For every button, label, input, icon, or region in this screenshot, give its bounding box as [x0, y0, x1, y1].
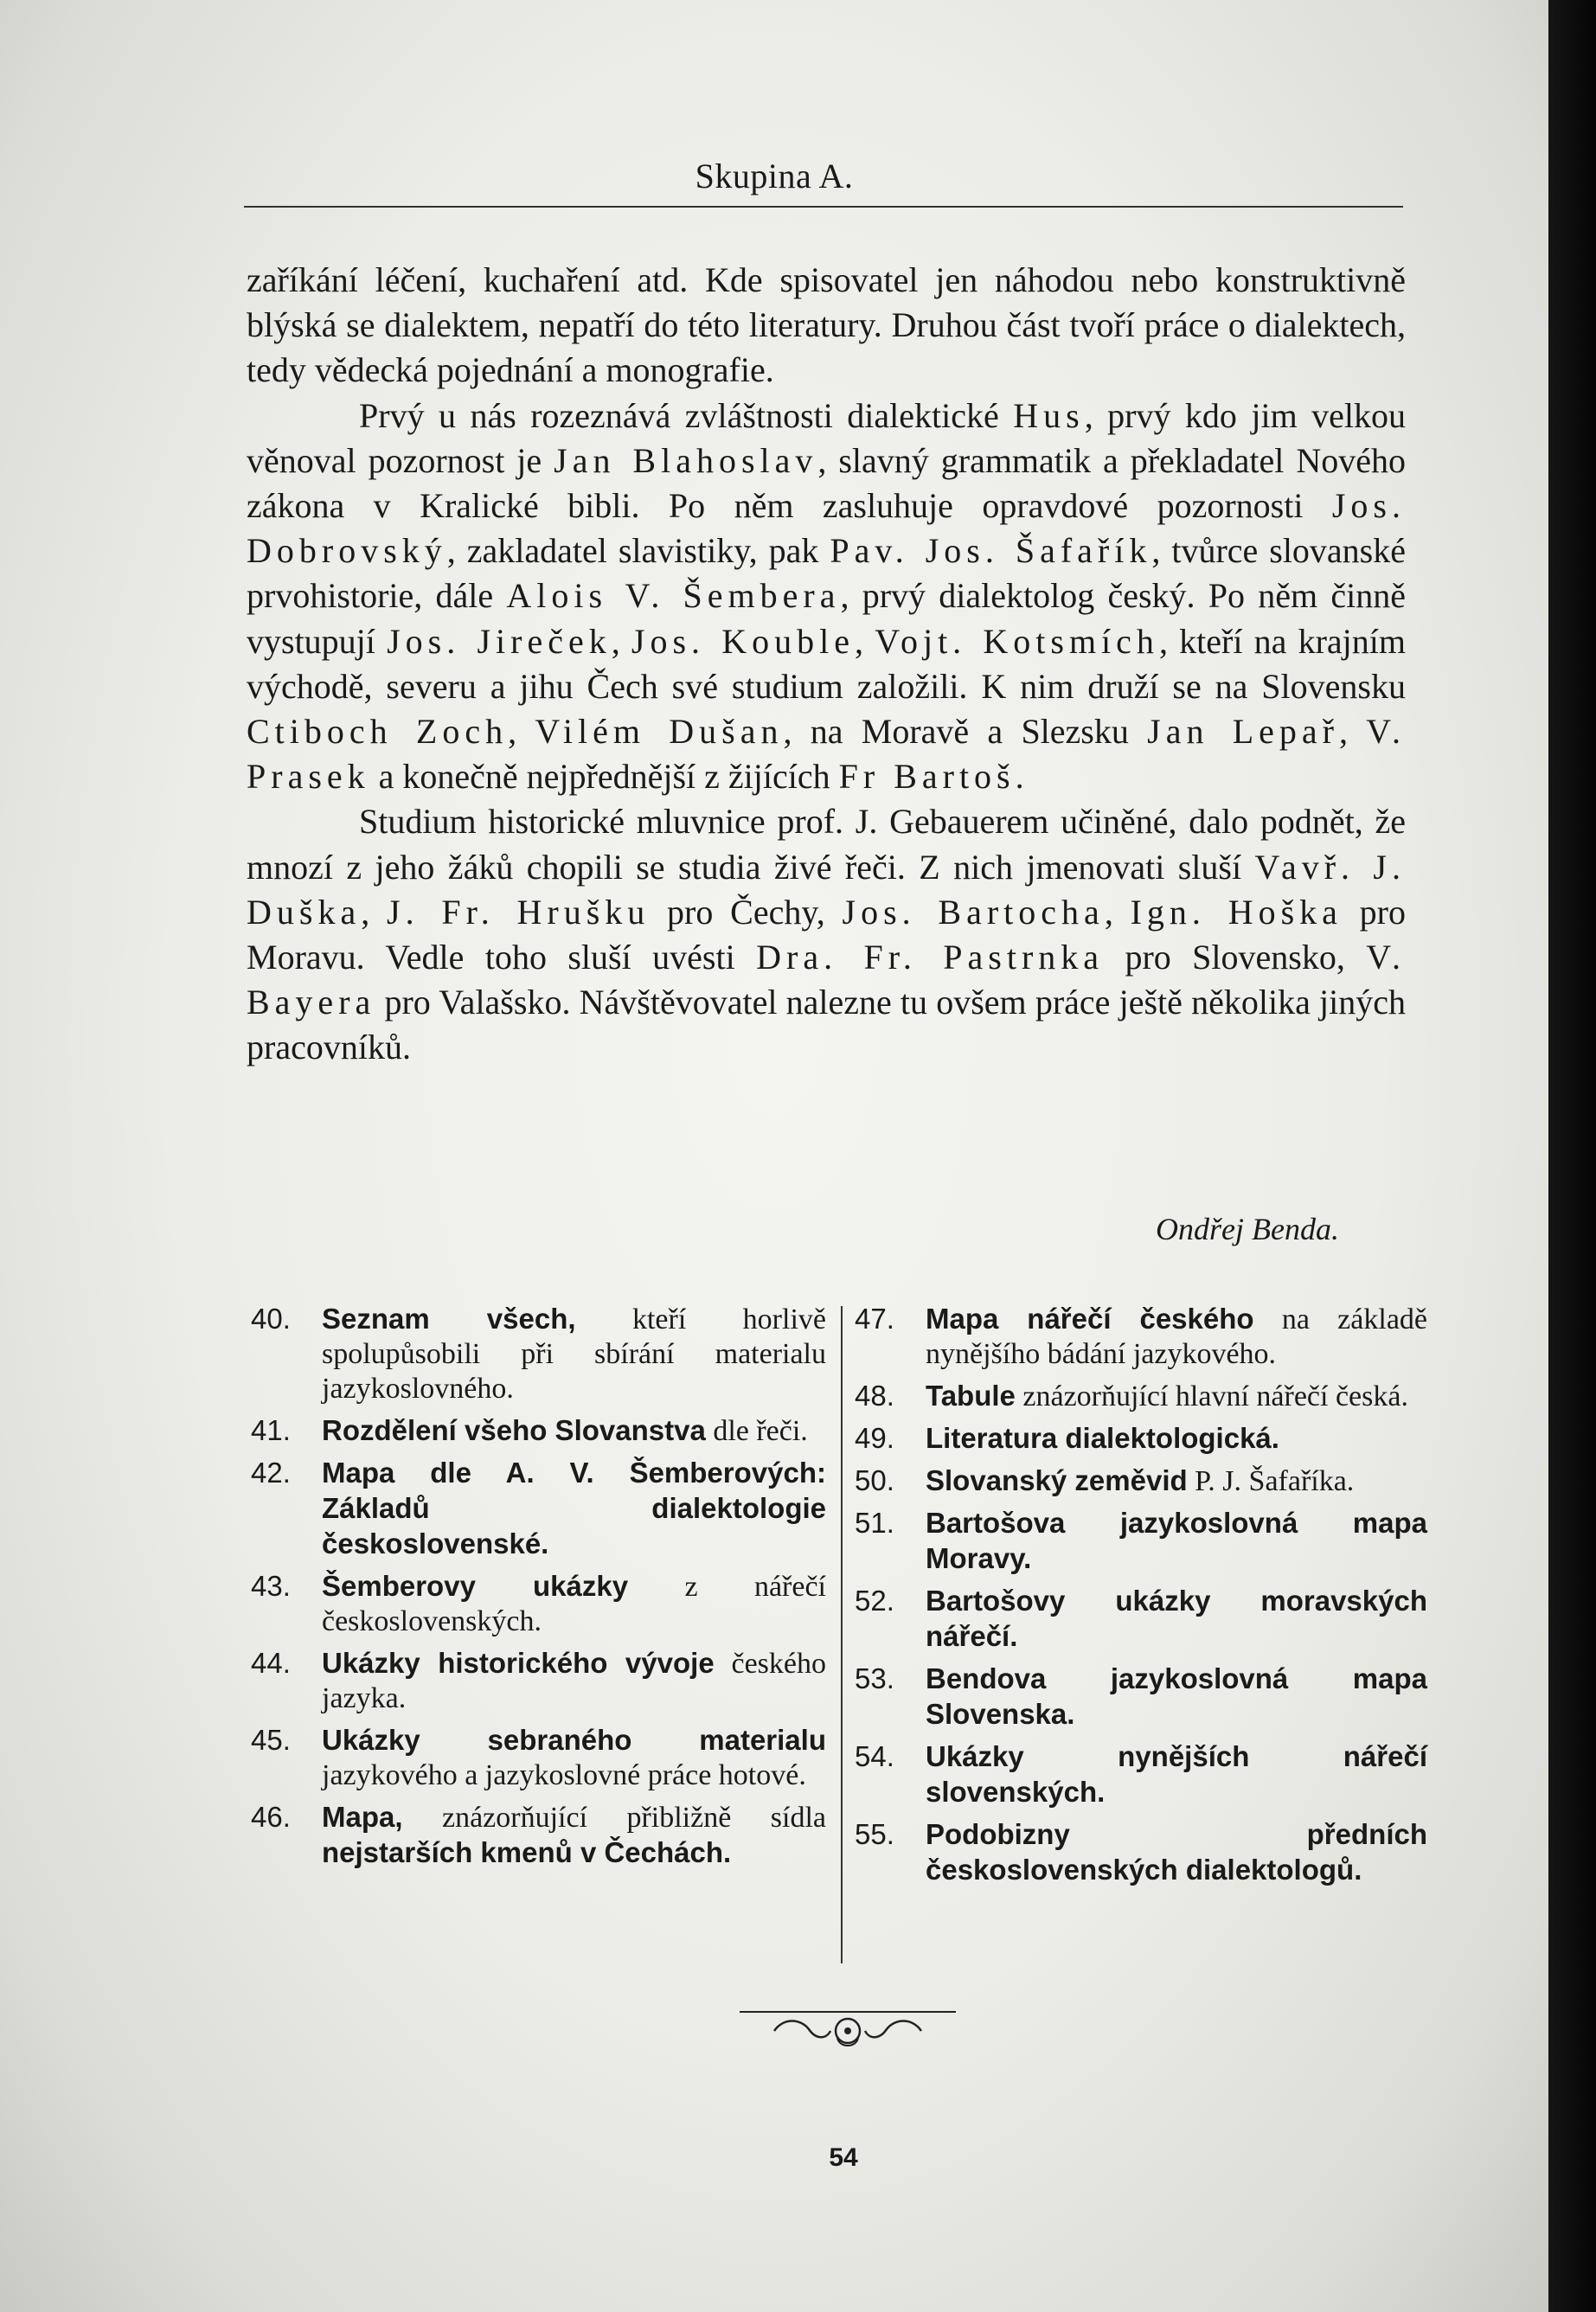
name-lepar: Jan Lepař	[1147, 712, 1339, 752]
name-jirecek: Jos. Jireček	[387, 621, 612, 661]
decorative-ornament-icon	[740, 2005, 956, 2057]
name-hosek: Ign. Hoška	[1130, 892, 1343, 932]
name-bartoch: Jos. Bartocha	[842, 892, 1105, 932]
name-zoch: Ctiboch Zoch	[247, 712, 509, 752]
paragraph-2: Prvý u nás rozeznává zvláštnosti dialektické Hus, prvý kdo jim velkou věnoval pozornost je Jan Blahoslav, slavný grammatik a překladatel Nového zákona v Kralické bibli. Po něm zasluhuje opravdové pozornosti Jos. Dobrovský, zakladatel slavistiky, pak Pav. Jos. Šafařík, tvůrce slovanské prvohistorie, dále Alois V. Šembera, prvý dialektolog český. Po něm činně vystupují Jos. Jireček, Jos. Kouble, Vojt. Kotsmích, kteří na krajním východě, severu a jihu Čech své studium založili. K nim druží se na Slovensku Ctiboch Zoch, Vilém Dušan, na Moravě a Slezsku Jan Lepař, V. Prasek a konečně nejpřednější z žijících Fr Bartoš.	[247, 395, 1407, 797]
list-item: 46. Mapa, znázorňující přibližně sídla nejstarších kmenů v Čechách.	[251, 1801, 826, 1868]
list-item: 44. Ukázky historického vývoje českého jazyka.	[251, 1647, 826, 1714]
name-kouble: Jos. Kouble	[631, 621, 856, 661]
list-item: 43. Šemberovy ukázky z nářečí československých.	[251, 1570, 826, 1637]
list-item: 51. Bartošova jazykoslovná mapa Moravy.	[855, 1507, 1427, 1574]
paragraph-1: zaříkání léčení, kuchaření atd. Kde spisovatel jen náhodou nebo konstruktivně blýská se dialektem, nepatří do této literatury. Druhou část tvoří práce o dialektech, tedy vědecká pojednání a monografie.	[247, 260, 1406, 390]
column-divider	[841, 1306, 843, 1963]
name-hus: Hus	[1013, 395, 1085, 435]
header-rule	[244, 206, 1403, 208]
name-blahoslav: Jan Blahoslav	[554, 440, 818, 480]
name-bayer: V. Bayera	[247, 938, 1407, 1022]
name-sembera: Alois V. Šembera	[506, 576, 841, 616]
list-item: 53. Bendova jazykoslovná mapa Slovenska.	[855, 1662, 1427, 1730]
list-item: 42. Mapa dle A. V. Šemberových: Základů dialektologie československé.	[251, 1457, 826, 1559]
exhibit-list-left	[251, 1302, 826, 1878]
name-bartos: Fr Bartoš	[838, 757, 1016, 797]
list-item: 47. Mapa nářečí českého na základě nynějšího bádání jazykového.	[855, 1303, 1427, 1370]
list-item: 49. Literatura dialektologická.	[855, 1422, 1279, 1454]
name-dobrovsky: Jos. Dobrovský	[247, 486, 1406, 571]
name-safarik: Pav. Jos. Šafařík	[830, 531, 1152, 571]
name-duska: Vavř. J. Duška	[247, 847, 1406, 932]
name-hruska: J. Fr. Hrušku	[387, 892, 651, 932]
name-pastrnek: Dra. Fr. Pastrnka	[756, 938, 1105, 977]
author-signature: Ondřej Benda.	[1156, 1212, 1339, 1246]
list-item: 50. Slovanský zeměvid P. J. Šafaříka.	[855, 1464, 1355, 1497]
list-item: 40. Seznam všech, kteří horlivě spolupůsobili při sbírání materialu jazykoslovného.	[251, 1303, 826, 1405]
exhibit-list-right	[855, 1302, 1427, 1895]
paragraph-3: Studium historické mluvnice prof. J. Gebauerem učiněné, dalo podnět, že mnozí z jeho žáků chopili se studia živé řeči. Z nich jmenovati sluší Vavř. J. Duška, J. Fr. Hrušku pro Čechy, Jos. Bartocha, Ign. Hoška pro Moravu. Vedle toho sluší uvésti Dra. Fr. Pastrnka pro Slovensko, V. Bayera pro Valašsko. Návštěvovatel nalezne tu ovšem práce ještě několika jiných pracovníků.	[247, 802, 1407, 1067]
list-item: 54. Ukázky nynějších nářečí slovenských.	[855, 1740, 1427, 1808]
list-item: 41. Rozdělení všeho Slovanstva dle řeči.	[251, 1414, 808, 1447]
name-kotsmich: Vojt. Kotsmích	[875, 621, 1159, 661]
body-text	[247, 258, 1406, 1071]
scan-edge	[1548, 0, 1596, 2312]
name-dusan: Vilém Dušan	[535, 712, 784, 752]
list-item: 45. Ukázky sebraného materialu jazykového a jazykoslovné práce hotové.	[251, 1724, 826, 1791]
name-prasek: V. Prasek	[247, 712, 1407, 797]
page-number: 54	[829, 2143, 858, 2172]
list-item: 48. Tabule znázorňující hlavní nářečí česká.	[855, 1380, 1408, 1412]
list-item: 55. Podobizny předních československých dialektologů.	[855, 1818, 1427, 1886]
list-item: 52. Bartošovy ukázky moravských nářečí.	[855, 1585, 1427, 1652]
running-head: Skupina A.	[695, 157, 854, 195]
